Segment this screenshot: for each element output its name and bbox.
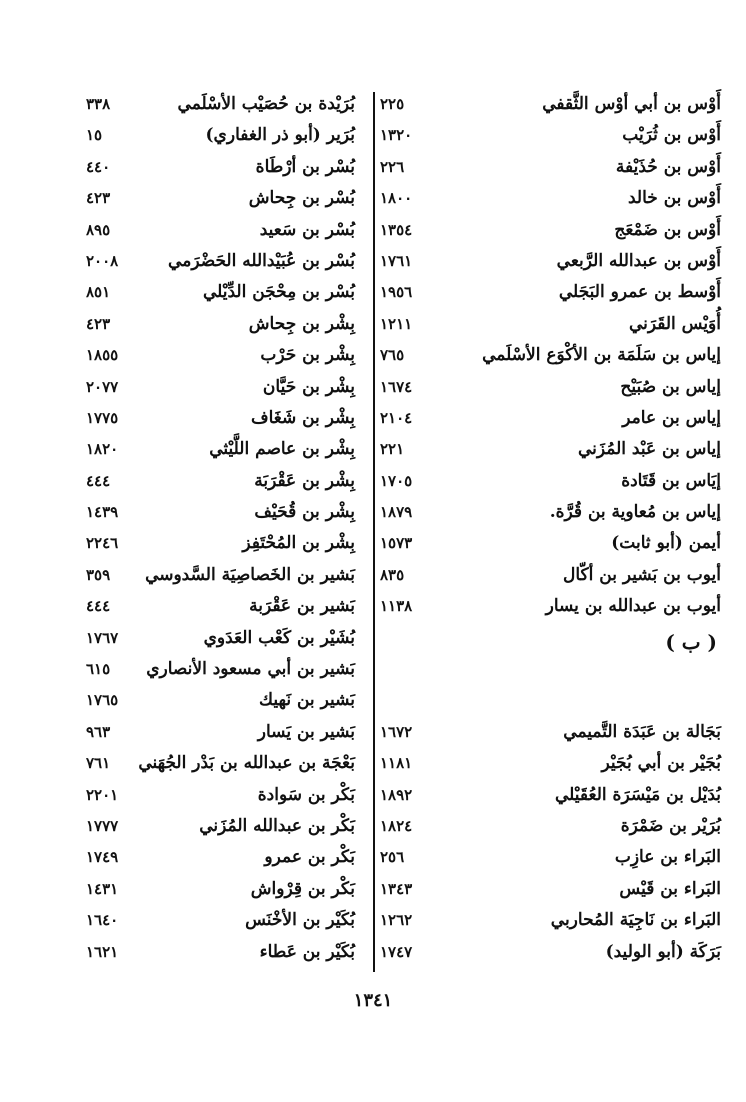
entry-number: ١٦٢١ bbox=[86, 942, 119, 961]
entry-name: بُدَيْل بن مَيْسَرَة العُقَيْلي bbox=[554, 784, 721, 805]
index-entry bbox=[378, 936, 733, 967]
index-entry bbox=[378, 496, 733, 527]
section-heading-row bbox=[378, 622, 733, 685]
entry-number: ٤٢٣ bbox=[86, 189, 111, 208]
entry-name: بِشْر بن قُحَيْف bbox=[254, 502, 355, 523]
entry-name: بِشْر بن جِحاش bbox=[248, 313, 355, 334]
entry-number: ١٧٧٥ bbox=[86, 408, 119, 427]
entry-number: ١٧٧٧ bbox=[86, 816, 119, 835]
index-entry bbox=[378, 88, 733, 119]
index-entry bbox=[30, 747, 370, 778]
index-entry bbox=[378, 527, 733, 558]
entry-name: أَوْسط بن عمرو البَجَلي bbox=[558, 282, 721, 303]
entry-name: بِشْر بن المُحْتَفِز bbox=[242, 533, 355, 554]
index-entry bbox=[30, 245, 370, 276]
entry-name: بِشْر بن عاصم اللَّيْثي bbox=[209, 439, 355, 460]
entry-name: بَكْر بن عبدالله المُزَني bbox=[199, 815, 355, 836]
entry-number: ١٨٠٠ bbox=[380, 189, 413, 208]
index-entry bbox=[378, 779, 733, 810]
entry-number: ١٧٦٥ bbox=[86, 691, 119, 710]
section-spacer bbox=[378, 684, 733, 715]
index-entry bbox=[30, 779, 370, 810]
entry-number: ٢٥٦ bbox=[380, 848, 405, 867]
entry-name: بَشير بن الخَصاصِيَة السَّدوسي bbox=[145, 564, 355, 585]
entry-number: ١٣٢٠ bbox=[380, 126, 413, 145]
entry-name: بُكَيْر بن عَطاء bbox=[259, 941, 355, 962]
entry-number: ١٨٧٩ bbox=[380, 503, 413, 522]
entry-name: بِشْر بن عَقْرَبَة bbox=[254, 470, 355, 491]
entry-name: أُوَيْس القَرَني bbox=[628, 313, 721, 334]
index-entry bbox=[378, 308, 733, 339]
entry-number: ١٣٥٤ bbox=[380, 220, 413, 239]
index-entry bbox=[30, 559, 370, 590]
index-entry bbox=[378, 433, 733, 464]
entry-number: ١٧٤٩ bbox=[86, 848, 119, 867]
index-entry bbox=[30, 936, 370, 967]
entry-name: أيوب بن بَشير بن أكّال bbox=[562, 564, 721, 585]
right-column bbox=[378, 88, 733, 967]
entry-name: بُشَيْر بن كَعْب العَدَوي bbox=[203, 627, 355, 648]
entry-number: ١٢٦٢ bbox=[380, 911, 413, 930]
entry-number: ٨٥١ bbox=[86, 283, 111, 302]
index-entry bbox=[30, 590, 370, 621]
entry-name: بَشير بن نَهيك bbox=[259, 690, 355, 711]
index-entry bbox=[30, 214, 370, 245]
index-entry bbox=[30, 276, 370, 307]
entry-name: بَجَالة بن عَبَدَة التَّميمي bbox=[563, 721, 721, 742]
entry-name: بُكَيْر بن الأخْنَس bbox=[245, 910, 355, 931]
index-entry bbox=[30, 182, 370, 213]
entry-number: ٢٢٠١ bbox=[86, 785, 119, 804]
index-entry bbox=[378, 716, 733, 747]
index-entry bbox=[30, 339, 370, 370]
entry-name: بَعْجَة بن عبدالله بن بَدْر الجُهَني bbox=[138, 753, 355, 774]
index-entry bbox=[378, 873, 733, 904]
entry-name: بُسْر بن أرْطَاة bbox=[255, 156, 355, 177]
entry-number: ٢٠٧٧ bbox=[86, 377, 119, 396]
entry-name: إيَاس بن قَتَادة bbox=[621, 470, 721, 491]
entry-name: أيمن (أبو ثابت) bbox=[611, 533, 721, 554]
entry-number: ١٦٧٢ bbox=[380, 722, 413, 741]
entry-number: ١٨٩٢ bbox=[380, 785, 413, 804]
entry-number: ٦١٥ bbox=[86, 660, 111, 679]
entry-name: بِشْر بن شَغَاف bbox=[250, 407, 355, 428]
entry-number: ١٩٥٦ bbox=[380, 283, 413, 302]
left-column bbox=[30, 88, 370, 967]
index-entry bbox=[30, 433, 370, 464]
index-entry bbox=[378, 559, 733, 590]
entry-name: إياس بن صُبَيْح bbox=[620, 376, 721, 397]
index-entry bbox=[30, 371, 370, 402]
entry-name: إياس بن مُعاوية بن قُرَّة. bbox=[549, 502, 721, 523]
entry-name: بُجَيْر بن أبي بُجَيْر bbox=[601, 753, 721, 774]
entry-name: البَراء بن عازِب bbox=[614, 847, 721, 868]
index-entry bbox=[30, 527, 370, 558]
entry-number: ١٨٢٤ bbox=[380, 817, 413, 835]
index-entry bbox=[30, 496, 370, 527]
entry-number: ١٢١١ bbox=[380, 314, 413, 333]
index-entry bbox=[378, 590, 733, 621]
entry-number: ١١٨١ bbox=[380, 754, 413, 773]
entry-name: بَكْر بن قِرْواش bbox=[250, 878, 355, 899]
entry-number: ٧٦٥ bbox=[380, 346, 405, 365]
index-entry bbox=[30, 465, 370, 496]
entry-name: بُسْر بن عُبَيْدالله الحَضْرَمي bbox=[168, 250, 355, 271]
entry-number: ١٥ bbox=[86, 126, 103, 145]
entry-number: ٢٢١ bbox=[380, 440, 405, 459]
entry-name: إياس بن عامر bbox=[622, 407, 721, 428]
entry-name: أَوْس بن ضَمْعَج bbox=[614, 219, 721, 240]
index-entry bbox=[378, 371, 733, 402]
entry-number: ٨٩٥ bbox=[86, 220, 111, 239]
entry-number: ٢٢٤٦ bbox=[86, 534, 119, 553]
entry-name: بُسْر بن مِحْجَن الدِّيْلي bbox=[202, 282, 355, 303]
entry-name: بُرَيْر بن ضَمْرَة bbox=[620, 816, 721, 836]
entry-name: بَشير بن يَسار bbox=[257, 721, 355, 742]
entry-number: ١٣٤٣ bbox=[380, 879, 413, 898]
index-entry bbox=[378, 119, 733, 150]
index-entry bbox=[30, 402, 370, 433]
index-entry bbox=[30, 151, 370, 182]
entry-number: ١١٣٨ bbox=[380, 597, 413, 616]
section-heading: ( ب ) bbox=[665, 629, 717, 654]
entry-name: أَوْس بن أبي أوْس الثَّقفي bbox=[542, 94, 721, 114]
entry-number: ٤٤٤ bbox=[86, 471, 111, 490]
column-divider bbox=[373, 92, 375, 972]
entry-name: بَكْر بن سَوادة bbox=[257, 784, 355, 805]
entry-name: بُسْر بن جِحاش bbox=[248, 188, 355, 209]
entry-number: ٢١٠٤ bbox=[380, 408, 413, 427]
index-entry bbox=[378, 904, 733, 935]
index-entry bbox=[378, 402, 733, 433]
index-entry bbox=[30, 88, 370, 119]
entry-number: ١٧٦١ bbox=[380, 251, 413, 270]
entry-number: ٤٤٤ bbox=[86, 597, 111, 616]
entry-number: ١٦٧٤ bbox=[380, 377, 413, 396]
entry-number: ١٧٦٧ bbox=[86, 628, 119, 647]
index-entry bbox=[378, 841, 733, 872]
entry-number: ٢٢٥ bbox=[380, 95, 405, 113]
entry-number: ١٨٥٥ bbox=[86, 346, 119, 365]
index-entry bbox=[30, 308, 370, 339]
entry-number: ١٧٠٥ bbox=[380, 471, 413, 490]
page-number: ١٣٤١ bbox=[353, 990, 393, 1011]
entry-name: إياس بن عَبْد المُزَني bbox=[577, 439, 721, 460]
entry-number: ١٦٤٠ bbox=[86, 911, 119, 930]
index-entry bbox=[378, 339, 733, 370]
entry-number: ١٥٧٣ bbox=[380, 534, 413, 553]
entry-name: بِشْر بن حَرْب bbox=[260, 345, 355, 366]
entry-name: أَوْس بن ثُرَيْب bbox=[622, 125, 721, 146]
index-entry bbox=[378, 810, 733, 841]
entry-name: بَرَكَة (أبو الوليد) bbox=[605, 941, 721, 962]
entry-name: البَراء بن نَاجِيَة المُحاربي bbox=[550, 910, 721, 931]
entry-number: ٣٣٨ bbox=[86, 95, 111, 113]
entry-name: بُسْر بن سَعيد bbox=[259, 219, 355, 240]
index-entry bbox=[30, 716, 370, 747]
entry-name: أَوْس بن عبدالله الرَّبعي bbox=[556, 250, 721, 271]
index-entry bbox=[30, 873, 370, 904]
entry-name: إياس بن سَلَمَة بن الأكْوَع الأسْلَمي bbox=[482, 345, 721, 366]
index-entry bbox=[30, 904, 370, 935]
index-entry bbox=[30, 841, 370, 872]
index-entry bbox=[378, 245, 733, 276]
index-entry bbox=[378, 276, 733, 307]
index-entry bbox=[30, 810, 370, 841]
entry-number: ١٤٣١ bbox=[86, 879, 119, 898]
index-entry bbox=[30, 119, 370, 150]
entry-name: أَوْس بن حُذَيْفة bbox=[615, 156, 721, 177]
index-entry bbox=[30, 653, 370, 684]
entry-number: ١٨٢٠ bbox=[86, 440, 119, 459]
index-entry bbox=[378, 182, 733, 213]
entry-number: ٧٦١ bbox=[86, 754, 111, 773]
entry-number: ١٤٣٩ bbox=[86, 503, 119, 522]
index-entry bbox=[378, 747, 733, 778]
index-entry bbox=[378, 214, 733, 245]
entry-name: بَكْر بن عمرو bbox=[264, 847, 355, 868]
entry-name: بَشير بن أبي مسعود الأنصاري bbox=[146, 659, 355, 680]
entry-number: ٢٢٦ bbox=[380, 157, 405, 176]
entry-number: ٤٢٣ bbox=[86, 314, 111, 333]
index-entry bbox=[30, 684, 370, 715]
entry-number: ٣٥٩ bbox=[86, 565, 111, 584]
entry-name: أيوب بن عبدالله بن يسار bbox=[545, 596, 721, 617]
entry-name: بُرَير (أبو ذر الغفاري) bbox=[205, 125, 355, 146]
index-entry bbox=[30, 622, 370, 653]
entry-number: ٤٤٠ bbox=[86, 157, 111, 176]
index-entry bbox=[378, 151, 733, 182]
entry-name: البَراء بن قَيْس bbox=[619, 878, 721, 899]
entry-number: ١٧٤٧ bbox=[380, 942, 413, 961]
index-entry bbox=[378, 465, 733, 496]
entry-name: بَشير بن عَقْرَبة bbox=[249, 596, 355, 617]
entry-name: أَوْس بن خالد bbox=[628, 188, 721, 209]
entry-number: ٨٣٥ bbox=[380, 565, 405, 584]
entry-number: ٢٠٠٨ bbox=[86, 251, 119, 270]
entry-name: بُرَيْدة بن حُصَيْب الأسْلَمي bbox=[177, 94, 355, 114]
entry-number: ٩٦٣ bbox=[86, 722, 111, 741]
entry-name: بِشْر بن حَيَّان bbox=[262, 376, 355, 397]
